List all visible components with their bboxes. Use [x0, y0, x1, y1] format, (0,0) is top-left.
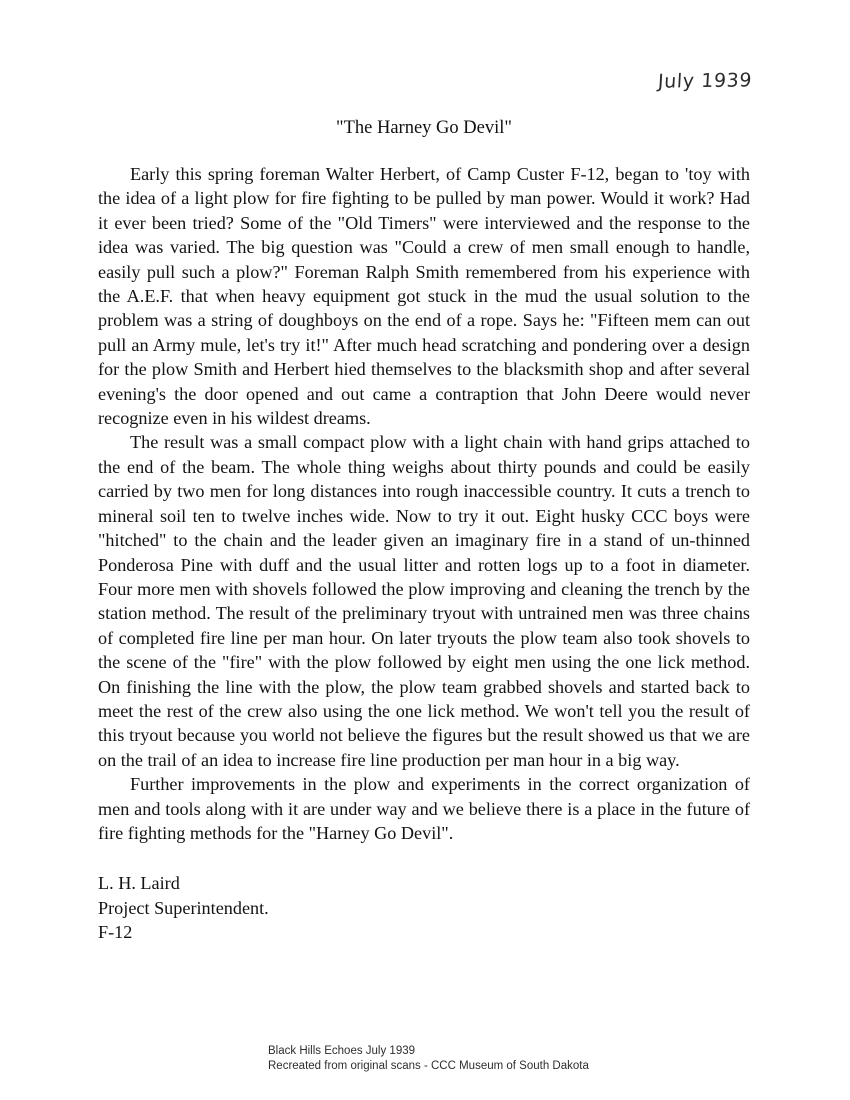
body-paragraph-2: The result was a small compact plow with a light chain with hand grips attached to the end of the beam. The whole thing weighs about thirty pounds and could be easily carried by two men for long distances into rough inaccessible country. It cuts a trench to mineral soil ten to twelve inches wide. Now to try it out. Eight husky CCC boys were "hitched" to the chain and the leader given an imaginary fire in a stand of un-thinned Ponderosa Pine with duff and the usual litter and rotten logs up to a foot in diameter. Four more men with shovels followed the plow improving and cleaning the trench by the station method. The result of the preliminary tryout with untrained men was three chains of completed fire line per man hour. On later tryouts the plow team also took shovels to the scene of the "fire" with the plow followed by eight men using the one lick method. On finishing the line with the plow, the plow team grabbed shovels and started back to meet the rest of the crew also using the one lick method. We won't tell you the result of this tryout because you world not believe the figures but the result showed us that we are on the trail of an idea to increase fire line production per man hour in a big way.: [98, 432, 750, 770]
signature-block: [98, 871, 750, 944]
body-paragraph-1: Early this spring foreman Walter Herbert, of Camp Custer F-12, began to 'toy with the idea of a light plow for fire fighting to be pulled by man power. Would it work? Had it ever been tried? Some of the "Old Timers" were interviewed and the response to the idea was varied. The big question was "Could a crew of men small enough to handle, easily pull such a plow?" Foreman Ralph Smith remembered from his experience with the A.E.F. that when heavy equipment got stuck in the mud the usual solution to the problem was a string of doughboys on the end of a rope. Says he: "Fifteen mem can out pull an Army mule, let's try it!" After much head scratching and pondering over a design for the plow Smith and Herbert hied themselves to the blacksmith shop and after several evening's the door opened and out came a contraption that John Deere would never recognize even in his wildest dreams.: [98, 164, 750, 429]
body-paragraph-3: Further improvements in the plow and experiments in the correct organization of men and tools along with it are under way and we believe there is a place in the future of fire fighting methods for the "Harney Go Devil".: [98, 774, 750, 843]
signature-name: L. H. Laird: [98, 873, 180, 894]
signature-camp: F-12: [98, 922, 133, 943]
footer-attribution-line: Recreated from original scans - CCC Museum of South Dakota: [268, 1059, 589, 1072]
footer-source-line: Black Hills Echoes July 1939: [268, 1045, 416, 1057]
signature-title: Project Superintendent.: [98, 897, 269, 918]
document-body: [98, 116, 750, 945]
date-stamp: July 1939: [657, 69, 753, 93]
footer-credit: [268, 1044, 589, 1073]
page-title: "The Harney Go Devil": [336, 118, 512, 138]
